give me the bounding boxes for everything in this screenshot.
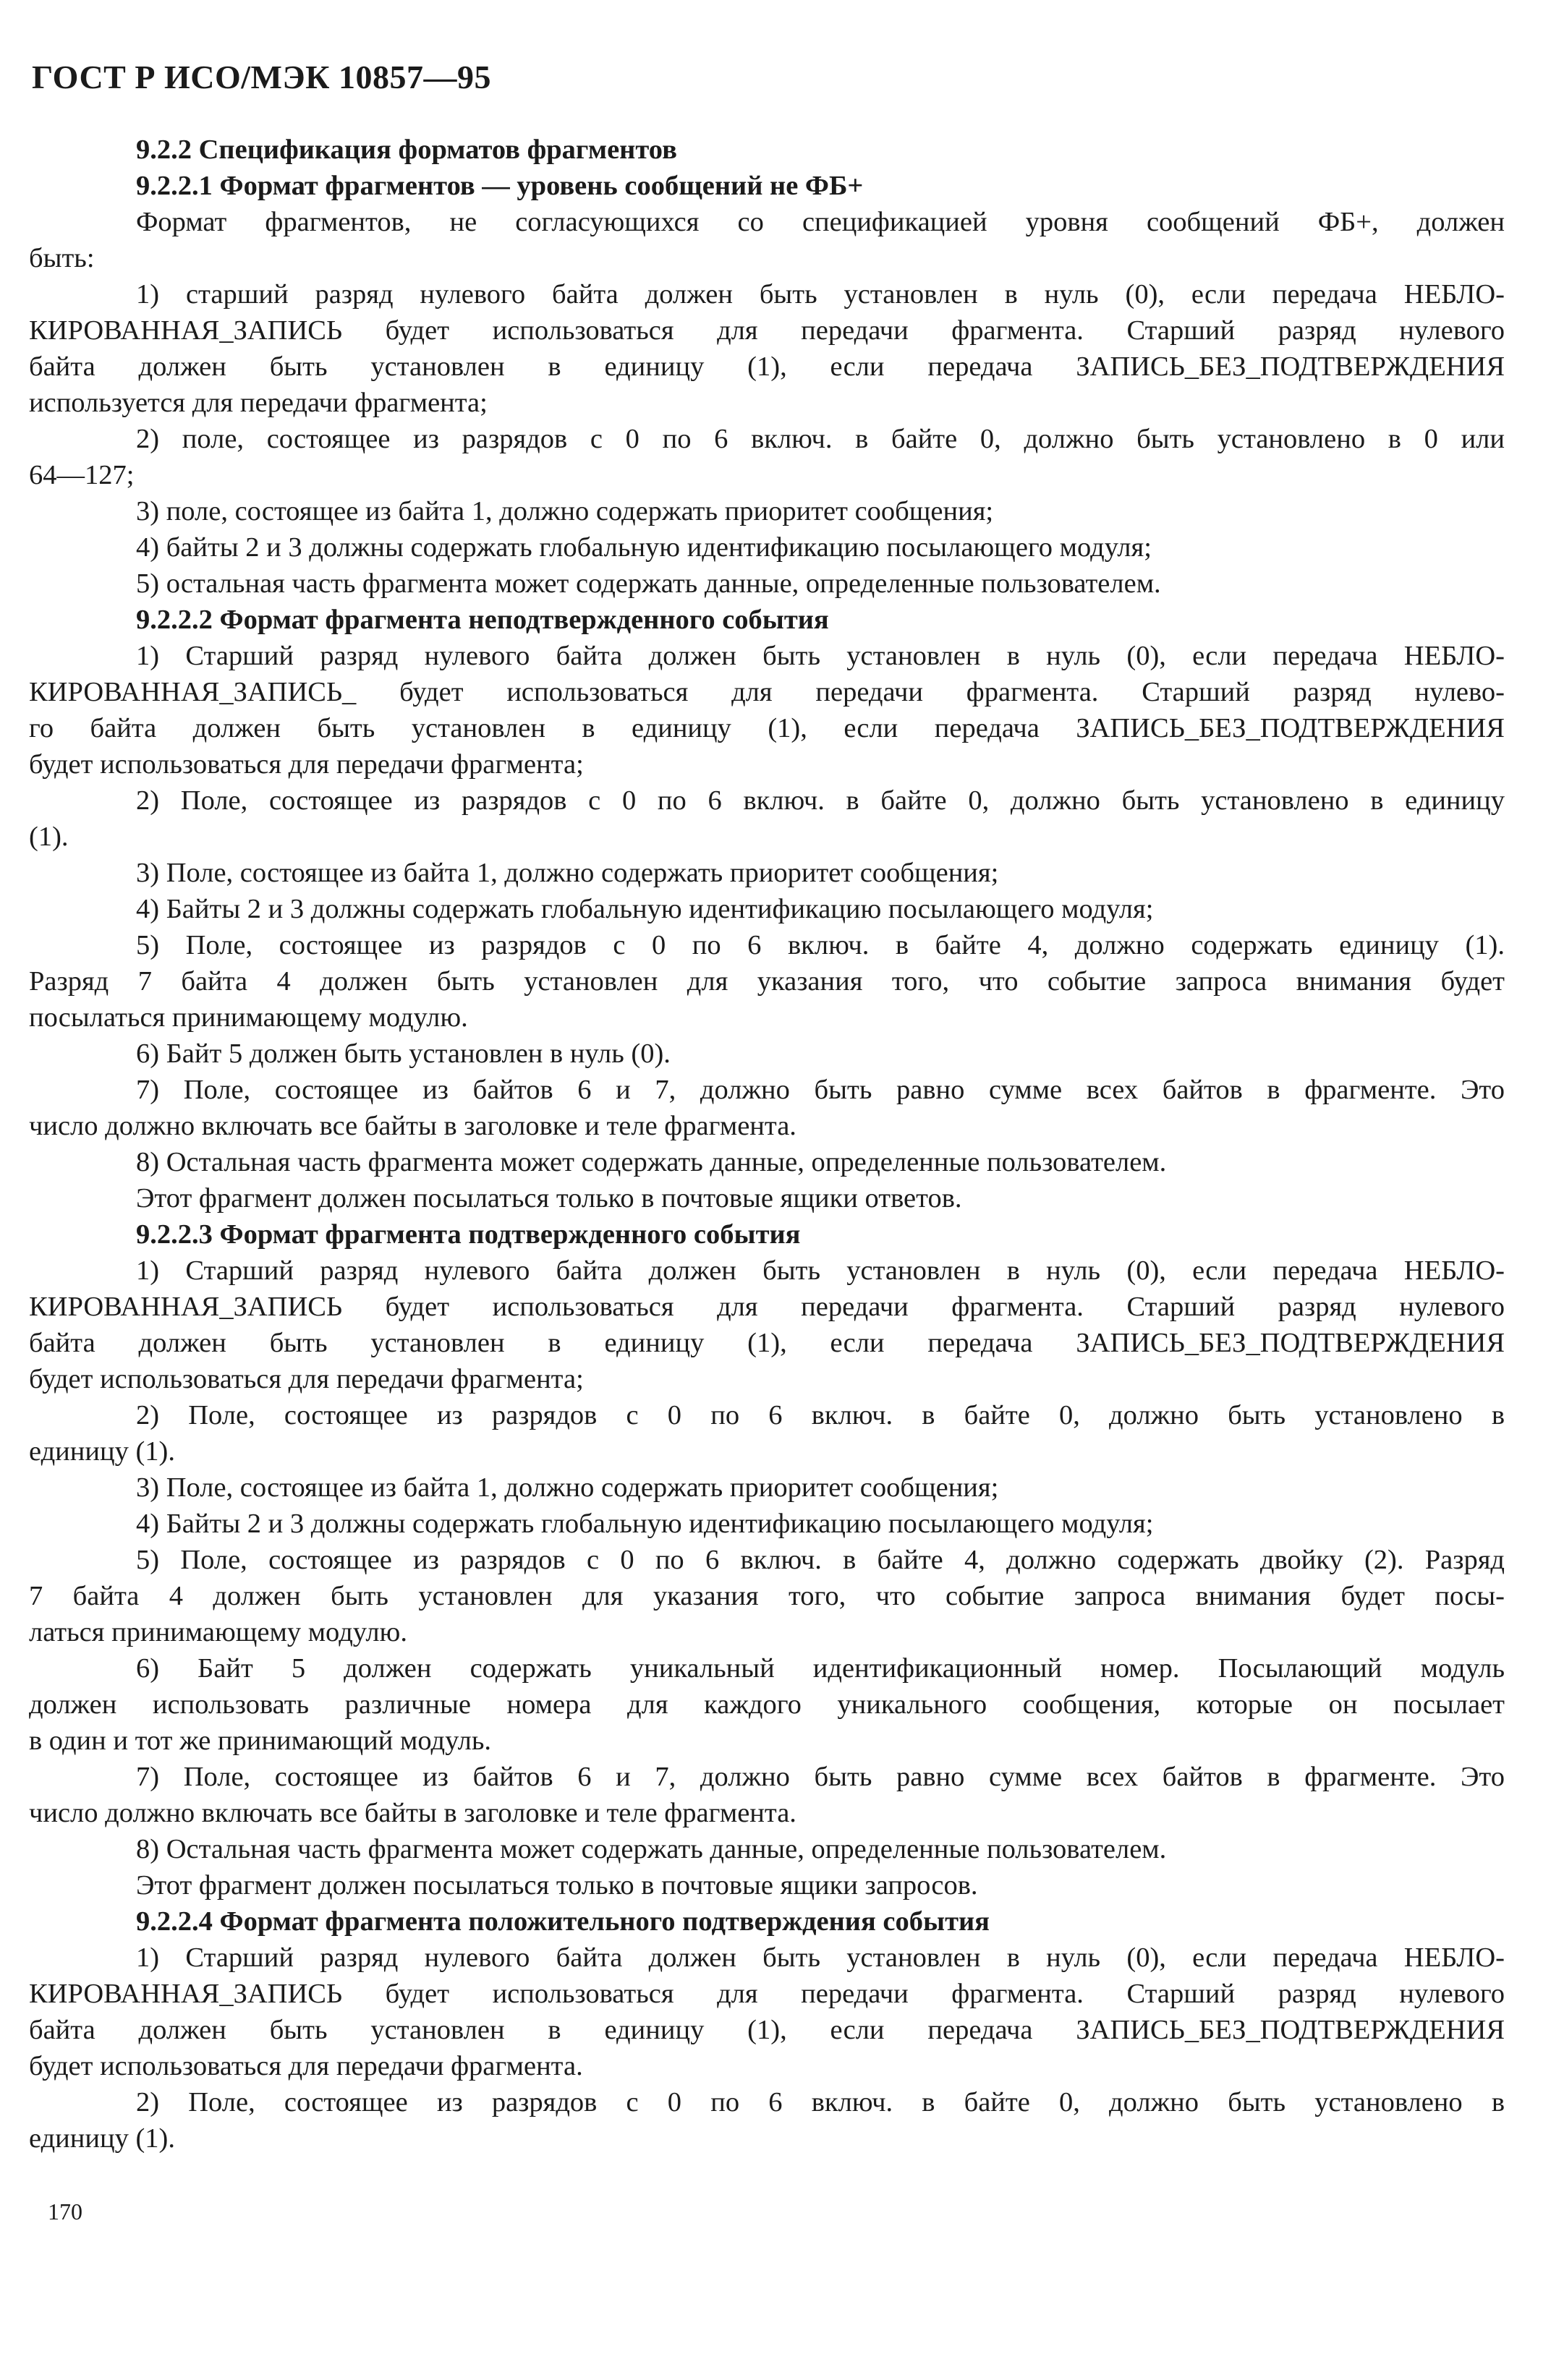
text-line: 6) Байт 5 должен содержать уникальный идентификационный номер. Посылающий модуль: [136, 1653, 1505, 1684]
page-number: 170: [48, 2198, 82, 2225]
text-line: 3) Поле, состоящее из байта 1, должно содержать приоритет сообщения;: [136, 1472, 999, 1503]
section-heading: 9.2.2.4 Формат фрагмента положительного подтверждения события: [136, 1906, 990, 1937]
text-line: КИРОВАННАЯ_ЗАПИСЬ_ будет использоваться для передачи фрагмента. Старший разряд нулево-: [29, 677, 1505, 707]
text-line: 1) Старший разряд нулевого байта должен быть установлен в нуль (0), если передача НЕБЛО-: [136, 1942, 1505, 1973]
text-line: 4) байты 2 и 3 должны содержать глобальную идентификацию посылающего модуля;: [136, 532, 1152, 563]
section-heading: 9.2.2.2 Формат фрагмента неподтвержденного события: [136, 605, 829, 635]
text-line: Этот фрагмент должен посылаться только в почтовые ящики запросов.: [136, 1870, 978, 1901]
text-line: 6) Байт 5 должен быть установлен в нуль (0).: [136, 1038, 671, 1069]
text-line: число должно включать все байты в заголовке и теле фрагмента.: [29, 1111, 796, 1141]
text-line: быть:: [29, 243, 95, 273]
text-line: КИРОВАННАЯ_ЗАПИСЬ будет использоваться для передачи фрагмента. Старший разряд нулевого: [29, 315, 1505, 346]
text-line: латься принимающему модулю.: [29, 1617, 407, 1647]
text-line: в один и тот же принимающий модуль.: [29, 1726, 492, 1756]
text-line: (1).: [29, 822, 69, 852]
text-line: используется для передачи фрагмента;: [29, 388, 488, 418]
text-line: 2) поле, состоящее из разрядов с 0 по 6 включ. в байте 0, должно быть установлено в 0 или: [136, 424, 1505, 454]
text-line: Этот фрагмент должен посылаться только в почтовые ящики ответов.: [136, 1183, 962, 1214]
text-line: 5) Поле, состоящее из разрядов с 0 по 6 включ. в байте 4, должно содержать единицу (1).: [136, 930, 1505, 960]
text-line: 64—127;: [29, 460, 135, 490]
text-line: 8) Остальная часть фрагмента может содержать данные, определенные пользователем.: [136, 1834, 1167, 1864]
text-line: 2) Поле, состоящее из разрядов с 0 по 6 включ. в байте 0, должно быть установлено в: [136, 2087, 1505, 2117]
text-line: 1) старший разряд нулевого байта должен быть установлен в нуль (0), если передача НЕБЛО-: [136, 279, 1505, 310]
text-line: 5) остальная часть фрагмента может содержать данные, определенные пользователем.: [136, 568, 1161, 599]
document-body: [29, 132, 1505, 2157]
text-line: 7 байта 4 должен быть установлен для указания того, что событие запроса внимания будет посы-: [29, 1581, 1505, 1611]
text-line: КИРОВАННАЯ_ЗАПИСЬ будет использоваться для передачи фрагмента. Старший разряд нулевого: [29, 1292, 1505, 1322]
text-line: единицу (1).: [29, 1436, 175, 1467]
document-header: ГОСТ Р ИСО/МЭК 10857—95: [32, 59, 491, 95]
text-line: байта должен быть установлен в единицу (1), если передача ЗАПИСЬ_БЕЗ_ПОДТВЕРЖДЕНИЯ: [29, 351, 1505, 382]
section-heading: 9.2.2 Спецификация форматов фрагментов: [136, 135, 677, 165]
text-line: 3) Поле, состоящее из байта 1, должно содержать приоритет сообщения;: [136, 858, 999, 888]
text-line: 7) Поле, состоящее из байтов 6 и 7, должно быть равно сумме всех байтов в фрагменте. Это: [136, 1762, 1505, 1792]
text-line: 2) Поле, состоящее из разрядов с 0 по 6 включ. в байте 0, должно быть установлено в: [136, 1400, 1505, 1430]
text-line: 1) Старший разряд нулевого байта должен быть установлен в нуль (0), если передача НЕБЛО-: [136, 641, 1505, 671]
text-line: 5) Поле, состоящее из разрядов с 0 по 6 включ. в байте 4, должно содержать двойку (2). Разряд: [136, 1545, 1505, 1575]
text-line: байта должен быть установлен в единицу (1), если передача ЗАПИСЬ_БЕЗ_ПОДТВЕРЖДЕНИЯ: [29, 2015, 1505, 2045]
text-line: Разряд 7 байта 4 должен быть установлен для указания того, что событие запроса внимания будет: [29, 966, 1505, 997]
text-line: Формат фрагментов, не согласующихся со спецификацией уровня сообщений ФБ+, должен: [136, 207, 1505, 237]
text-line: байта должен быть установлен в единицу (1), если передача ЗАПИСЬ_БЕЗ_ПОДТВЕРЖДЕНИЯ: [29, 1328, 1505, 1358]
text-line: КИРОВАННАЯ_ЗАПИСЬ будет использоваться для передачи фрагмента. Старший разряд нулевого: [29, 1979, 1505, 2009]
text-line: единицу (1).: [29, 2123, 175, 2154]
text-line: 4) Байты 2 и 3 должны содержать глобальную идентификацию посылающего модуля;: [136, 1509, 1154, 1539]
text-line: 1) Старший разряд нулевого байта должен быть установлен в нуль (0), если передача НЕБЛО-: [136, 1255, 1505, 1286]
text-line: будет использоваться для передачи фрагмента;: [29, 749, 584, 780]
text-line: 3) поле, состоящее из байта 1, должно содержать приоритет сообщения;: [136, 496, 994, 526]
text-line: должен использовать различные номера для каждого уникального сообщения, которые он посылает: [29, 1689, 1505, 1720]
text-line: 7) Поле, состоящее из байтов 6 и 7, должно быть равно сумме всех байтов в фрагменте. Это: [136, 1075, 1505, 1105]
section-heading: 9.2.2.3 Формат фрагмента подтвержденного события: [136, 1219, 801, 1250]
text-line: посылаться принимающему модулю.: [29, 1002, 468, 1033]
text-line: 2) Поле, состоящее из разрядов с 0 по 6 включ. в байте 0, должно быть установлено в единицу: [136, 785, 1505, 816]
text-line: число должно включать все байты в заголовке и теле фрагмента.: [29, 1798, 796, 1828]
text-line: будет использоваться для передачи фрагмента.: [29, 2051, 583, 2081]
text-line: 8) Остальная часть фрагмента может содержать данные, определенные пользователем.: [136, 1147, 1167, 1177]
section-heading: 9.2.2.1 Формат фрагментов — уровень сообщений не ФБ+: [136, 171, 864, 201]
text-line: 4) Байты 2 и 3 должны содержать глобальную идентификацию посылающего модуля;: [136, 894, 1154, 924]
text-line: го байта должен быть установлен в единицу (1), если передача ЗАПИСЬ_БЕЗ_ПОДТВЕРЖДЕНИЯ: [29, 713, 1505, 743]
text-line: будет использоваться для передачи фрагмента;: [29, 1364, 584, 1394]
